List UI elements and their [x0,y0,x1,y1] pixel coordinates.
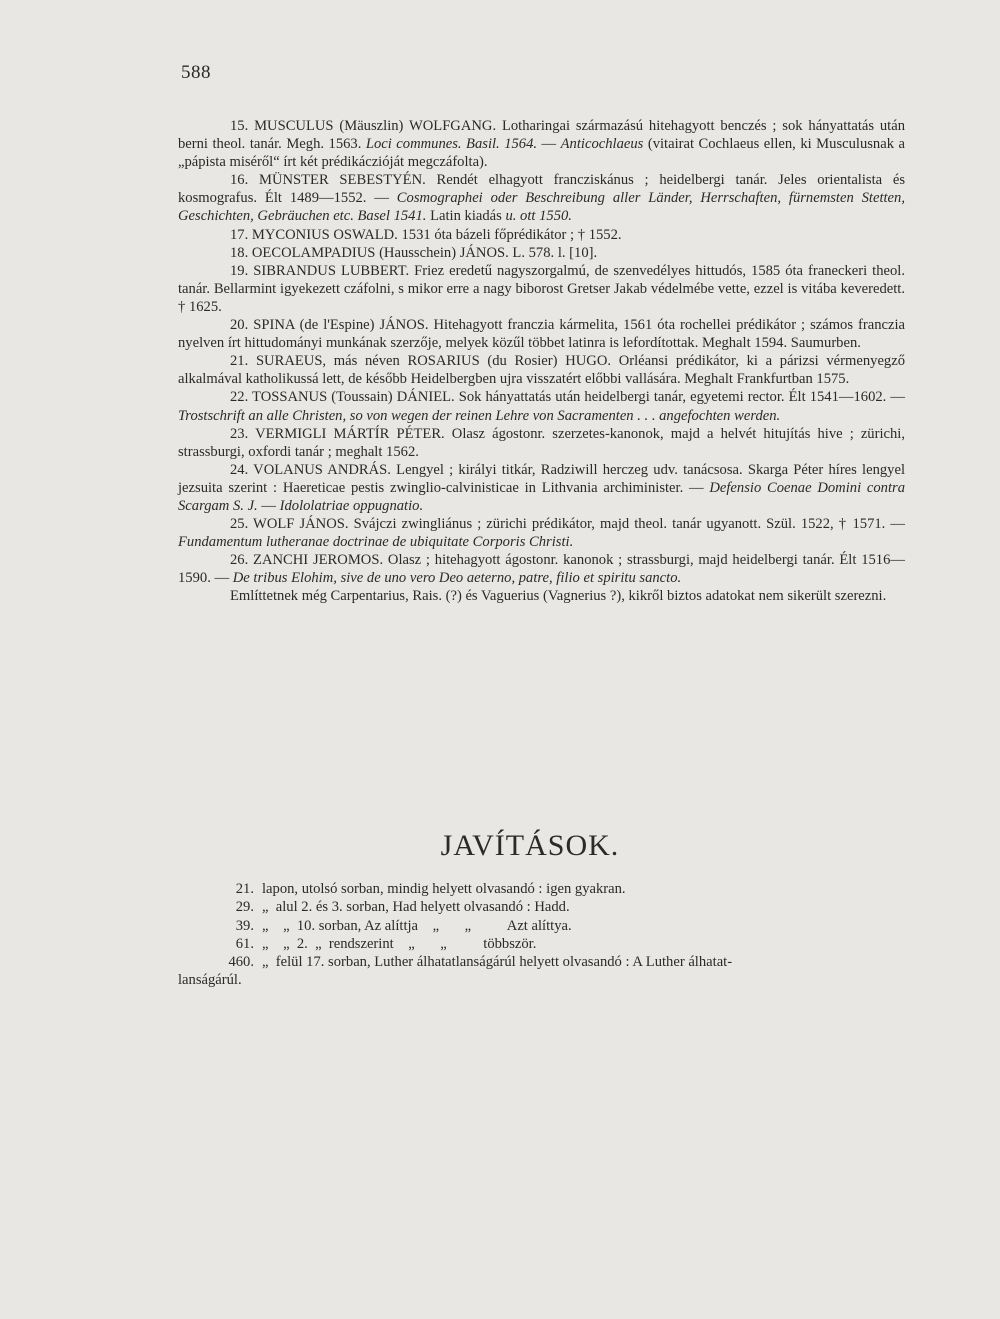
corrections-title: JAVÍTÁSOK. [440,829,620,862]
entry-25 [178,515,905,551]
correction-row [178,898,905,916]
entry-text: — [257,497,280,514]
italic-title-text: Fundamentum lutheranae doctrinae de ubiquitate Corporis Christi. [178,534,574,551]
entry-text: (vitairat Cochlaeus ellen, ki Musculusnak a „pápista miséről“ írt két prédikáczióját megczáfolta). [178,136,905,171]
entry-19 [178,262,905,316]
correction-page: 21. [235,881,254,897]
entry-17 [178,226,905,244]
entry-text: 24. VOLANUS ANDRÁS. Lengyel ; királyi titkár, Radziwill herczeg udv. tanácsosa. Skarga Péter híres lengyel jezsuita szerint : Haereticae pestis zwinglio-calvinisticae in Lithvania archiminister. — [178,461,905,496]
correction-page: 460. [228,954,254,971]
entry-24 [178,461,905,515]
closing-paragraph: Említtetnek még Carpentarius, Rais. (?) és Vaguerius (Vagnerius ?), kikről biztos adatokat nem sikerült szerezni. [230,588,887,605]
entry-20 [178,316,905,352]
entry-22 [178,388,905,424]
correction-page: 61. [235,935,254,952]
correction-text: „ „ 2. „ rendszerint „ „ többször. [262,935,537,952]
entry-15 [178,117,905,171]
italic-title-text: Cosmographei oder Beschreibung aller Länder, Herrschaften, fürnemsten Stetten, Geschichten, Gebräuchen etc. Basel 1541. [178,190,905,225]
correction-text: „ „ 10. sorban, Az alíttja „ „ Azt alíttya. [262,917,572,934]
italic-title-text: Defensio Coenae Domini contra Scargam S. J. [178,479,905,514]
italic-title-text: Anticochlaeus [560,136,644,153]
entry-text: 19. SIBRANDUS LUBBERT. Friez eredetű nagyszorgalmú, de szenvedélyes hittudós, 1585 óta franeckeri theol. tanár. Bellarmint igyekezett czáfolni, s mikor erre a nagy biborost Gretser Jakab védelmébe vette, ezzel is vitába keveredett. † 1625. [178,262,905,315]
entry-text: 26. ZANCHI JEROMOS. Olasz ; hitehagyott ágostonr. kanonok ; strassburgi, majd heidelbergi tanár. Élt 1516—1590. — [178,552,905,587]
entry-text: 18. OECOLAMPADIUS (Hausschein) JÁNOS. L. 578. l. [10]. [230,244,598,261]
entry-text: 20. SPINA (de l'Espine) JÁNOS. Hitehagyott franczia kármelita, 1561 óta rochellei prédikátor ; számos franczia nyelven írt hittudományi munkának szerzője, melyek közűl többet latinra is lefordítottak. Meghalt 1594. Saumurben. [178,317,905,352]
correction-text: „ alul 2. és 3. sorban, Had helyett olvasandó : Hadd. [262,899,570,916]
entry-text: 25. WOLF JÁNOS. Svájczi zwingliánus ; zürichi prédikátor, majd theol. tanár ugyanott. Szül. 1522, † 1571. — [230,516,905,533]
corrections-list [178,880,905,990]
italic-title-text: De tribus Elohim, sive de uno vero Deo aeterno, patre, filio et spiritu sancto. [232,570,682,587]
correction-continuation: lanságárúl. [178,972,242,989]
italic-title-text: u. ott 1550. [505,208,572,225]
entry-text: 17. MYCONIUS OSWALD. 1531 óta bázeli főprédikátor ; † 1552. [230,226,622,243]
entry-text: 22. TOSSANUS (Toussain) DÁNIEL. Sok hányattatás után heidelbergi tanár, egyetemi rector. Élt 1541—1602. — [230,389,905,406]
correction-row [178,953,905,971]
entry-text: 16. MÜNSTER SEBESTYÉN. Rendét elhagyott francziskánus ; heidelbergi tanár. Jeles orientalista és kosmografus. Élt 1489—1552. — [178,172,905,207]
correction-text: lapon, utolsó sorban, mindig helyett olvasandó : igen gyakran. [262,881,626,897]
entry-21 [178,352,905,388]
entry-text: Latin kiadás [426,208,506,225]
entry-text: — [537,136,561,153]
entry-26 [178,551,905,587]
entry-text: 15. MUSCULUS (Mäuszlin) WOLFGANG. Lotharingai származású hitehagyott benczés ; sok hányattatás után berni theol. tanár. Megh. 1563. [178,118,905,153]
entry-16 [178,171,905,225]
biographical-entries [178,117,905,606]
correction-row [178,917,905,935]
correction-text: „ felül 17. sorban, Luther álhatatlanságárúl helyett olvasandó : A Luther álhatat- [262,954,733,971]
correction-row [178,880,905,898]
page-number: 588 [181,62,211,83]
entry-23 [178,425,905,461]
italic-title-text: Idololatriae oppugnatio. [279,497,424,514]
entry-text: 21. SURAEUS, más néven ROSARIUS (du Rosier) HUGO. Orléansi prédikátor, ki a párizsi vérmenyegző alkalmával katholikussá lett, de később Heidelbergben ujra visszatért előbbi vallására. Meghalt Frankfurtban 1575. [178,353,905,388]
correction-page: 39. [235,917,254,934]
italic-title-text: Loci communes. Basil. 1564. [365,136,538,153]
italic-title-text: Trostschrift an alle Christen, so von wegen der reinen Lehre von Sacramenten . . . angefochten werden. [178,407,781,424]
entry-18 [178,244,905,262]
correction-row [178,935,905,953]
correction-page: 29. [235,899,254,916]
entry-text: 23. VERMIGLI MÁRTÍR PÉTER. Olasz ágostonr. szerzetes-kanonok, majd a helvét hitujítás hive ; zürichi, strassburgi, oxfordi tanár ; meghalt 1562. [178,425,905,460]
